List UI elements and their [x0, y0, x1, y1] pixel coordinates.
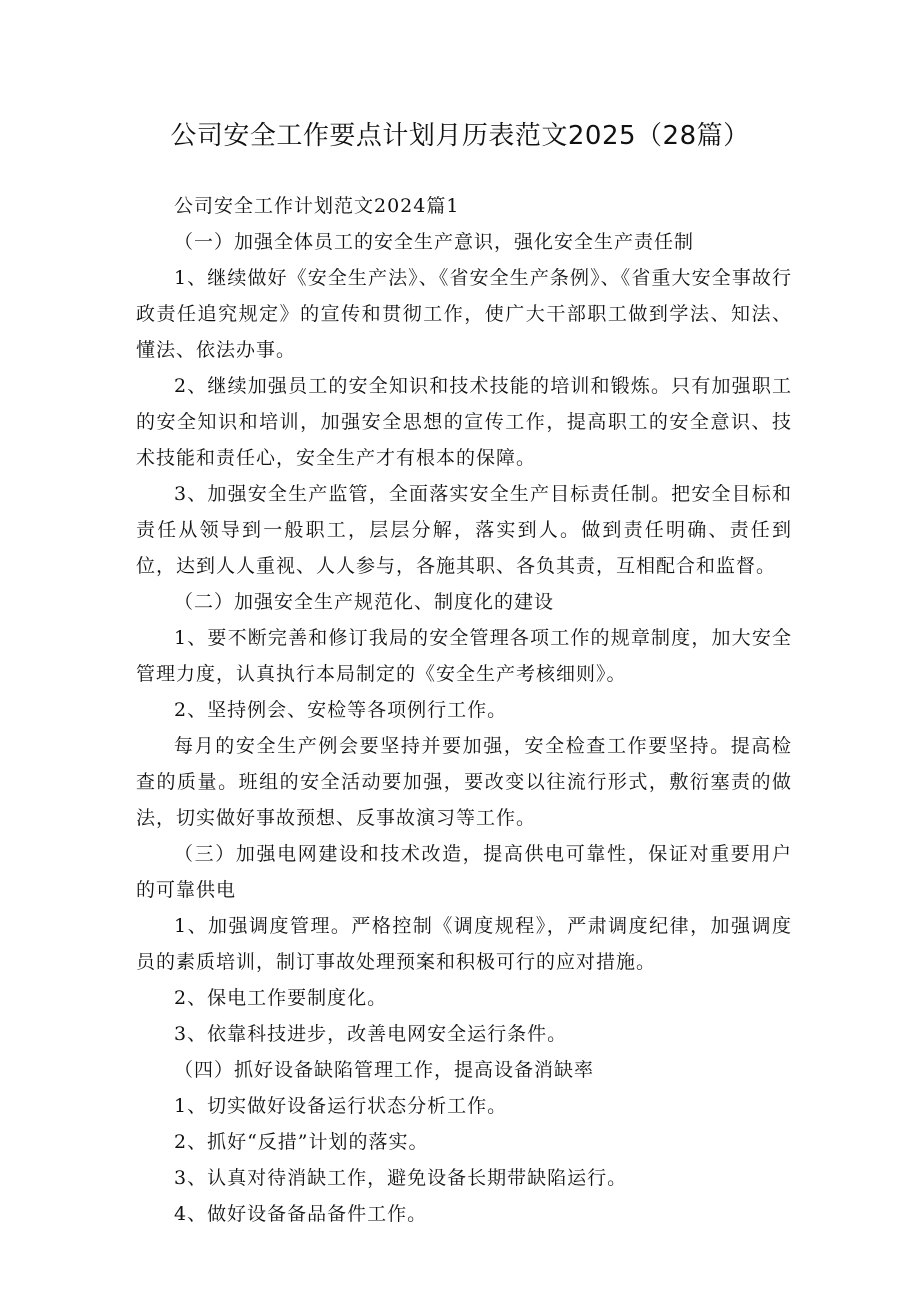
paragraph: 1、切实做好设备运行状态分析工作。	[174, 1095, 508, 1117]
subsection-heading: （二）加强安全生产规范化、制度化的建设	[174, 591, 555, 613]
paragraph: 1、继续做好《安全生产法》、《省安全生产条例》、《省重大安全事故行政责任追究规定》的宣传和贯彻工作，使广大干部职工做到学法、知法、懂法、依法办事。	[136, 267, 792, 361]
paragraph: 2、保电工作要制度化。	[174, 987, 388, 1009]
subsection-heading: （一）加强全体员工的安全生产意识，强化安全生产责任制	[174, 231, 695, 253]
subsection-heading: （三）加强电网建设和技术改造，提高供电可靠性，保证对重要用户的可靠供电	[136, 843, 792, 901]
paragraph: 3、加强安全生产监管，全面落实安全生产目标责任制。把安全目标和责任从领导到一般职工，层层分解，落实到人。做到责任明确、责任到位，达到人人重视、人人参与，各施其职、各负其责，互相配合和监督。	[136, 483, 792, 577]
document-title: 公司安全工作要点计划月历表范文2025（28篇）	[170, 121, 750, 151]
paragraph: 4、做好设备备品备件工作。	[174, 1203, 428, 1225]
paragraph: 1、要不断完善和修订我局的安全管理各项工作的规章制度，加大安全管理力度，认真执行本局制定的《安全生产考核细则》。	[136, 627, 792, 685]
paragraph: 每月的安全生产例会要坚持并要加强，安全检查工作要坚持。提高检查的质量。班组的安全活动要加强，要改变以往流行形式，敷衍塞责的做法，切实做好事故预想、反事故演习等工作。	[136, 735, 792, 829]
paragraph: 2、抓好“反措”计划的落实。	[174, 1131, 429, 1153]
paragraph: 1、加强调度管理。严格控制《调度规程》，严肃调度纪律，加强调度员的素质培训，制订事故处理预案和积极可行的应对措施。	[136, 915, 792, 973]
paragraph: 2、继续加强员工的安全知识和技术技能的培训和锻炼。只有加强职工的安全知识和培训，加强安全思想的宣传工作，提高职工的安全意识、技术技能和责任心，安全生产才有根本的保障。	[136, 375, 792, 469]
paragraph: 3、依靠科技进步，改善电网安全运行条件。	[174, 1023, 568, 1045]
paragraph: 3、认真对待消缺工作，避免设备长期带缺陷运行。	[174, 1167, 628, 1189]
document-body	[136, 188, 792, 1232]
paragraph: 2、坚持例会、安检等各项例行工作。	[174, 699, 508, 721]
section-heading: 公司安全工作计划范文2024篇1	[174, 195, 460, 217]
subsection-heading: （四）抓好设备缺陷管理工作，提高设备消缺率	[174, 1059, 595, 1081]
